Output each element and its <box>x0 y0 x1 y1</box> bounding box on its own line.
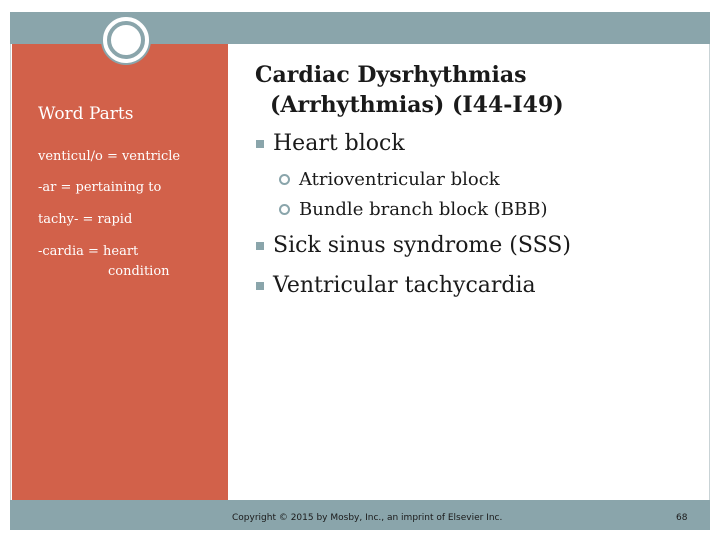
circle-bullet-icon <box>279 204 290 215</box>
bullet-sick-sinus <box>256 233 571 258</box>
word-part-item-continuation: condition <box>108 264 170 279</box>
circle-bullet-icon <box>279 174 290 185</box>
word-part-item: -ar = pertaining to <box>38 180 162 195</box>
square-bullet-icon <box>256 242 264 250</box>
slide-title-line2: (Arrhythmias) (I44-I49) <box>270 92 564 118</box>
word-part-item: -cardia = heart <box>38 244 139 259</box>
bullet-text: Heart block <box>273 131 405 156</box>
word-parts-title: Word Parts <box>38 104 134 124</box>
bullet-heart-block <box>256 131 405 156</box>
sub-bullet-bbb <box>279 199 547 220</box>
bullet-vtach <box>256 273 536 298</box>
word-part-item: venticul/o = ventricle <box>38 149 181 164</box>
sub-bullet-text: Atrioventricular block <box>299 169 500 190</box>
bullet-text: Sick sinus syndrome (SSS) <box>273 233 571 258</box>
sub-bullet-text: Bundle branch block (BBB) <box>299 199 548 220</box>
copyright-text: Copyright © 2015 by Mosby, Inc., an imprint of Elsevier Inc. <box>232 513 503 523</box>
square-bullet-icon <box>256 140 264 148</box>
word-part-item: tachy- = rapid <box>38 212 133 227</box>
square-bullet-icon <box>256 282 264 290</box>
bullet-text: Ventricular tachycardia <box>273 273 536 298</box>
page-number: 68 <box>676 513 688 523</box>
slide-title-line1: Cardiac Dysrhythmias <box>255 62 527 88</box>
sub-bullet-av-block <box>279 169 500 190</box>
ring-logo-core <box>113 27 139 53</box>
